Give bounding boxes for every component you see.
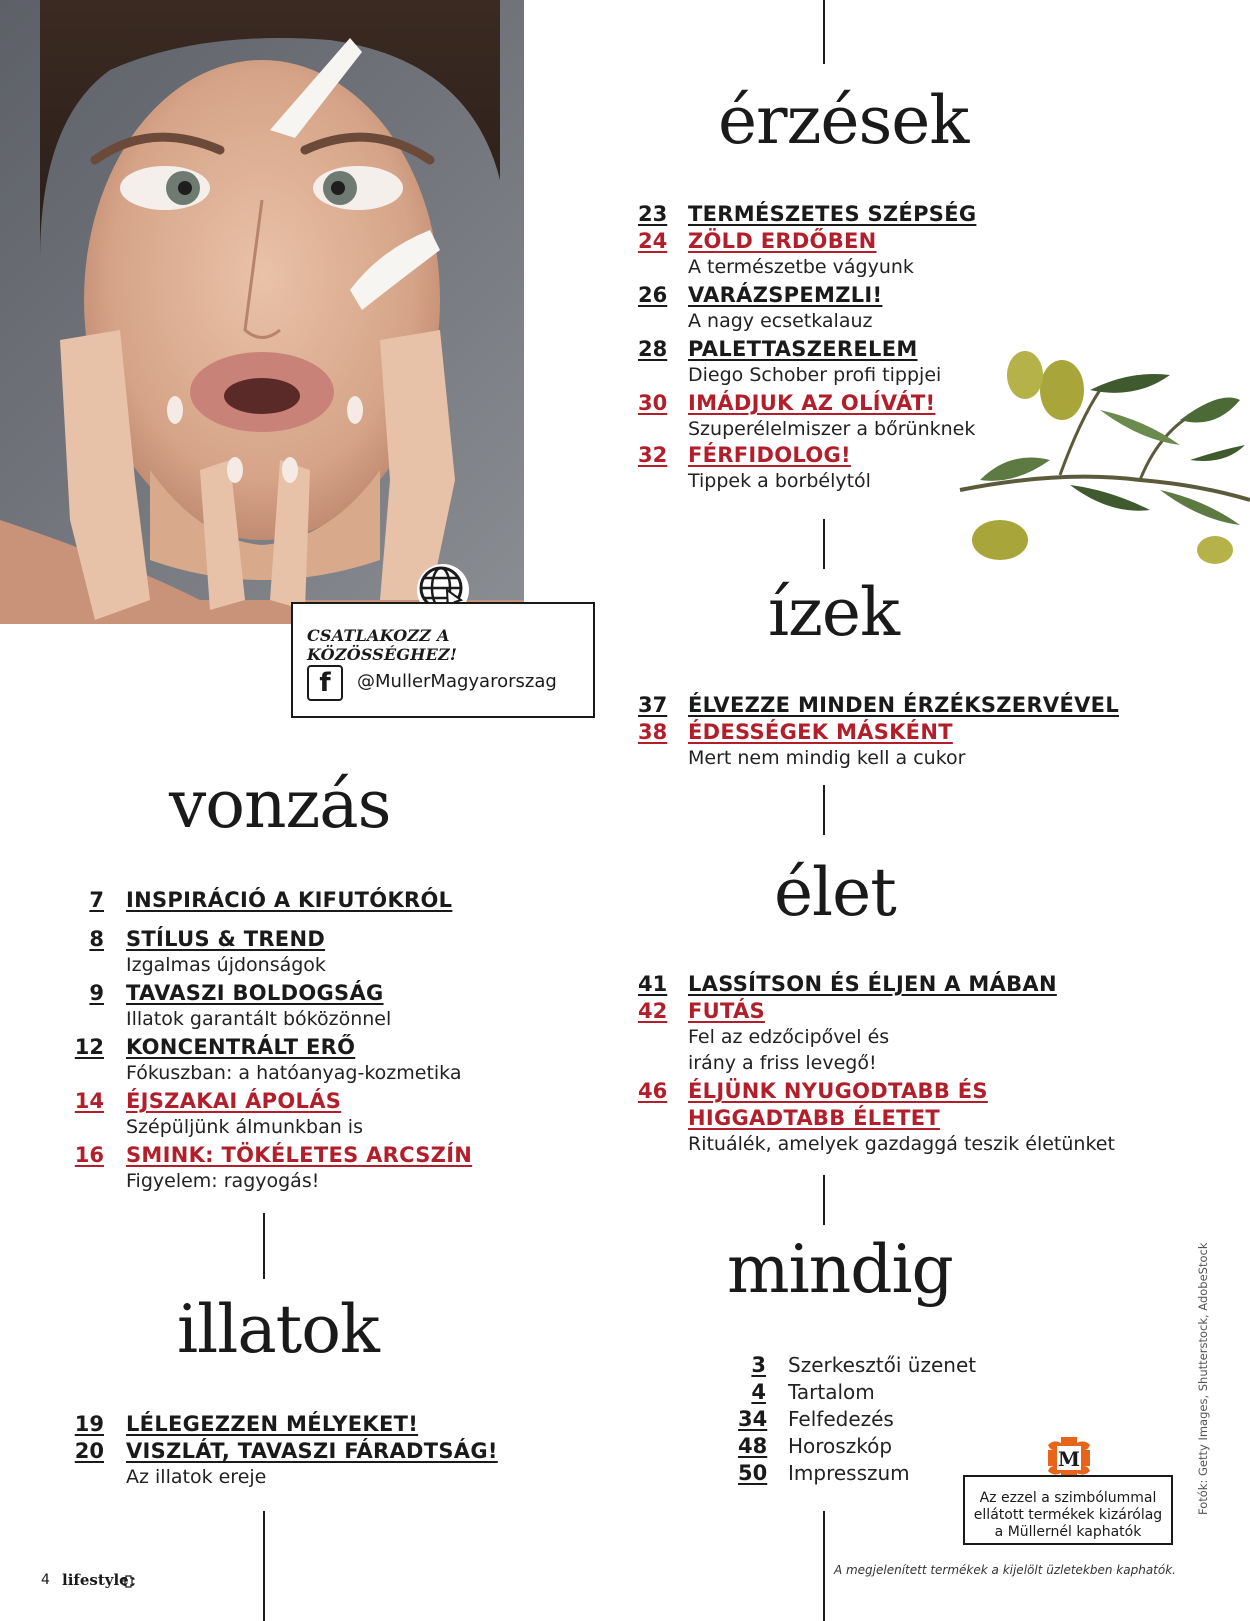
page-number: 42: [638, 999, 668, 1023]
article-title: HIGGADTABB ÉLETET: [688, 1106, 940, 1130]
toc-subtitle-row: [638, 364, 976, 391]
page-number: 41: [638, 972, 668, 996]
toc-elet: [638, 972, 1115, 1160]
divider-line: [823, 519, 825, 569]
toc-item[interactable]: [638, 337, 976, 364]
article-subtitle: Diego Schober profi tippjei: [688, 364, 942, 386]
item-label: Impresszum: [788, 1461, 910, 1485]
toc-item[interactable]: [74, 981, 472, 1008]
toc-item[interactable]: [74, 1439, 498, 1466]
page-number: 14: [74, 1089, 104, 1113]
item-label: Felfedezés: [788, 1407, 894, 1431]
page-number: 7: [89, 888, 104, 912]
divider-line: [823, 1511, 825, 1621]
facebook-handle[interactable]: @MullerMagyarorszag: [357, 671, 557, 692]
toc-subtitle-row: [638, 1133, 1115, 1160]
face-illustration: [0, 0, 524, 624]
article-title: ÉLVEZZE MINDEN ÉRZÉKSZERVÉVEL: [688, 693, 1119, 717]
article-subtitle: Figyelem: ragyogás!: [126, 1170, 320, 1192]
toc-item[interactable]: [638, 720, 1119, 747]
page-number: 24: [638, 229, 668, 253]
toc-item[interactable]: [738, 1380, 976, 1407]
toc-item[interactable]: [638, 229, 976, 256]
page-number: 28: [638, 337, 668, 361]
article-subtitle: A természetbe vágyunk: [688, 256, 914, 278]
toc-item[interactable]: [638, 202, 976, 229]
article-title: ZÖLD ERDŐBEN: [688, 229, 877, 253]
toc-item[interactable]: [638, 443, 976, 470]
page-number: 32: [638, 443, 668, 467]
toc-subtitle-row: [638, 310, 976, 337]
notice-line: Az ezzel a szimbólummal: [979, 1490, 1157, 1506]
page-number: 46: [638, 1079, 668, 1103]
article-title: PALETTASZERELEM: [688, 337, 918, 361]
article-title: IMÁDJUK AZ OLÍVÁT!: [688, 391, 936, 415]
page-number: 16: [74, 1143, 104, 1167]
article-subtitle: Az illatok ereje: [126, 1466, 267, 1488]
divider-line: [263, 1213, 265, 1279]
toc-subtitle-row: [638, 747, 1119, 774]
divider-line: [823, 0, 825, 64]
page-number: 34: [738, 1407, 768, 1431]
article-title: LÉLEGEZZEN MÉLYEKET!: [126, 1412, 419, 1436]
toc-subtitle-row: [74, 1116, 472, 1143]
social-heading: CSATLAKOZZ A KÖZÖSSÉGHEZ!: [307, 626, 458, 664]
toc-item[interactable]: [638, 283, 976, 310]
toc-item[interactable]: [74, 1412, 498, 1439]
article-title: VARÁZSPEMZLI!: [688, 283, 883, 307]
article-subtitle: A nagy ecsetkalauz: [688, 310, 873, 332]
divider-line: [263, 1511, 265, 1621]
magazine-logo: lifestyle: [62, 1571, 129, 1589]
toc-mindig: [738, 1353, 976, 1488]
section-heading-illatok: illatok: [177, 1291, 379, 1368]
section-heading-vonzas: vonzás: [169, 766, 391, 843]
toc-item[interactable]: [638, 1079, 1115, 1106]
toc-item[interactable]: [74, 1089, 472, 1116]
article-title: FUTÁS: [688, 999, 765, 1023]
notice-line: ellátott termékek kizárólag: [973, 1507, 1163, 1523]
article-subtitle: Szépüljünk álmunkban is: [126, 1116, 363, 1138]
toc-subtitle-row: [74, 1466, 498, 1493]
item-label: Horoszkóp: [788, 1434, 893, 1458]
toc-subtitle-row: [638, 1052, 1115, 1079]
article-subtitle: Fel az edzőcipővel és: [688, 1026, 890, 1048]
page-number: 38: [638, 720, 668, 744]
article-subtitle: Tippek a borbélytól: [688, 470, 871, 492]
toc-item-continued[interactable]: [638, 1106, 1115, 1133]
article-title: ÉLJÜNK NYUGODTABB ÉS: [688, 1079, 988, 1103]
toc-item[interactable]: [738, 1461, 976, 1488]
section-heading-elet: élet: [774, 854, 896, 931]
toc-subtitle-row: [74, 1008, 472, 1035]
article-title: VISZLÁT, TAVASZI FÁRADTSÁG!: [126, 1439, 498, 1463]
page-number: 30: [638, 391, 668, 415]
article-title: STÍLUS & TREND: [126, 927, 326, 951]
cover-photo: [0, 0, 524, 624]
section-heading-erzesek: érzések: [718, 82, 969, 159]
article-subtitle: Rituálék, amelyek gazdaggá teszik életünket: [688, 1133, 1115, 1155]
page-number: 26: [638, 283, 668, 307]
olive-branch-illustration: [940, 350, 1250, 580]
divider-line: [823, 1175, 825, 1225]
item-label: Szerkesztői üzenet: [788, 1353, 977, 1377]
section-heading-izek: ízek: [768, 574, 899, 651]
exclusive-notice-box: [963, 1475, 1173, 1545]
photo-credit: Fotók: Getty Images, Shutterstock, AdobeStock: [1196, 1242, 1210, 1515]
page-number: 37: [638, 693, 668, 717]
notice-line: a Müllernél kaphatók: [994, 1524, 1142, 1540]
article-title: INSPIRÁCIÓ A KIFUTÓKRÓL: [126, 888, 453, 912]
page-number: 50: [738, 1461, 768, 1485]
article-subtitle: Illatok garantált bóközönnel: [126, 1008, 392, 1030]
toc-item[interactable]: [738, 1353, 976, 1380]
facebook-icon[interactable]: f: [307, 665, 343, 701]
page-number-footer: 4: [41, 1572, 50, 1588]
article-title: FÉRFIDOLOG!: [688, 443, 851, 467]
toc-item[interactable]: [74, 927, 472, 954]
toc-item[interactable]: [638, 999, 1115, 1026]
article-title: ÉDESSÉGEK MÁSKÉNT: [688, 720, 953, 744]
page-number: 20: [74, 1439, 104, 1463]
toc-subtitle-row: [638, 418, 976, 443]
toc-vonzas: [74, 888, 472, 1197]
article-title: TERMÉSZETES SZÉPSÉG: [688, 202, 977, 226]
toc-item[interactable]: [738, 1407, 976, 1434]
toc-subtitle-row: [74, 954, 472, 981]
social-box: [291, 602, 595, 718]
article-subtitle: Izgalmas újdonságok: [126, 954, 326, 976]
divider-line: [823, 785, 825, 835]
toc-item[interactable]: [74, 1143, 472, 1170]
page-number: 4: [751, 1380, 766, 1404]
page-number: 48: [738, 1434, 768, 1458]
toc-izek: [638, 693, 1119, 774]
article-subtitle: Szuperélelmiszer a bőrünknek: [688, 418, 976, 440]
page-number: 19: [74, 1412, 104, 1436]
toc-subtitle-row: [638, 1026, 1115, 1052]
svg-text:M: M: [1057, 1447, 1081, 1471]
page-number: 3: [751, 1353, 766, 1377]
toc-item[interactable]: [638, 972, 1115, 999]
page-number: 8: [89, 927, 104, 951]
toc-illatok: [74, 1412, 498, 1493]
toc-item[interactable]: [638, 391, 976, 418]
page-number: 23: [638, 202, 668, 226]
brand-flower-icon: [122, 1573, 135, 1586]
article-subtitle: irány a friss levegő!: [688, 1052, 877, 1074]
article-subtitle: Mert nem mindig kell a cukor: [688, 747, 966, 769]
article-title: TAVASZI BOLDOGSÁG: [126, 981, 384, 1005]
article-subtitle: Fókuszban: a hatóanyag-kozmetika: [126, 1062, 462, 1084]
toc-erzesek: [638, 202, 976, 497]
page-number: 9: [89, 981, 104, 1005]
toc-item[interactable]: [738, 1434, 976, 1461]
toc-item[interactable]: [74, 888, 472, 927]
footer-disclaimer: A megjelenített termékek a kijelölt üzletekben kaphatók.: [833, 1563, 1176, 1577]
toc-item[interactable]: [74, 1035, 472, 1062]
article-title: SMINK: TÖKÉLETES ARCSZÍN: [126, 1143, 473, 1167]
page-number: 12: [74, 1035, 104, 1059]
article-title: ÉJSZAKAI ÁPOLÁS: [126, 1089, 342, 1113]
toc-item[interactable]: [638, 693, 1119, 720]
item-label: Tartalom: [788, 1380, 875, 1404]
article-title: KONCENTRÁLT ERŐ: [126, 1035, 356, 1059]
toc-subtitle-row: [638, 256, 976, 283]
toc-subtitle-row: [638, 470, 976, 497]
section-heading-mindig: mindig: [727, 1231, 953, 1308]
toc-subtitle-row: [74, 1170, 472, 1197]
toc-subtitle-row: [74, 1062, 472, 1089]
article-title: LASSÍTSON ÉS ÉLJEN A MÁBAN: [688, 972, 1057, 996]
